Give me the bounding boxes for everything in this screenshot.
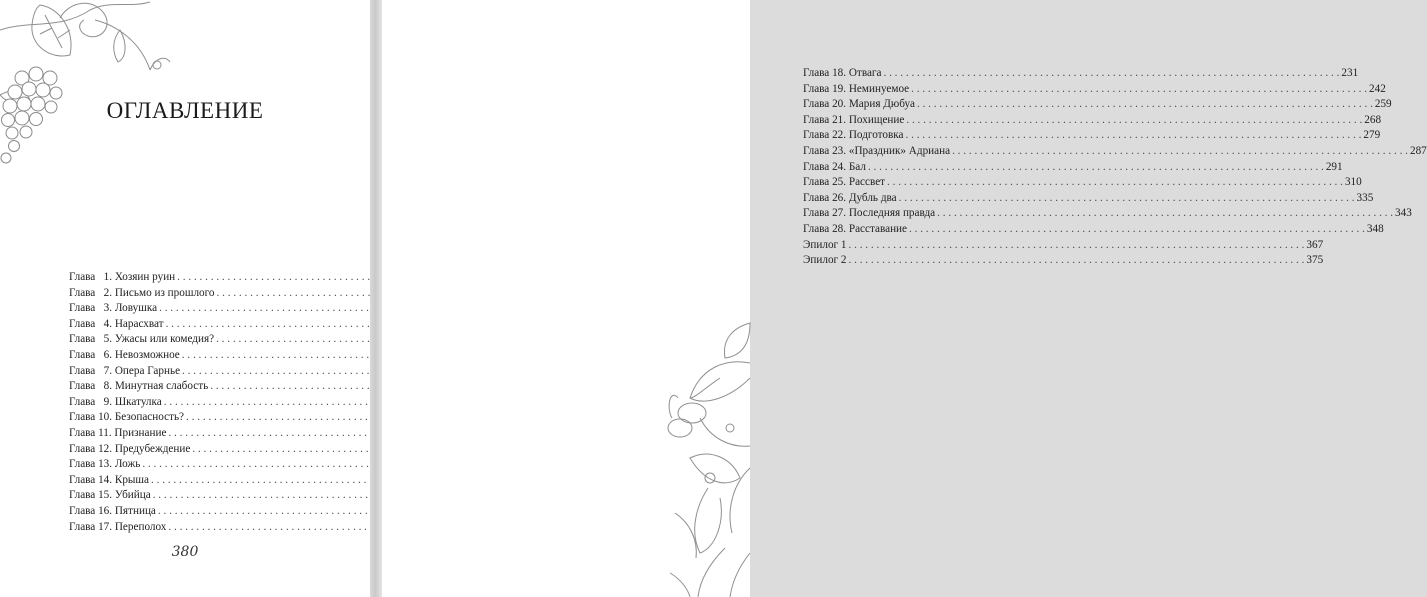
toc-entry-title: Глава 14. Крыша	[69, 473, 150, 486]
dot-leader	[849, 239, 1305, 251]
toc-entry-page: 231	[1341, 67, 1359, 79]
toc-entry-title: Глава 1. Хозяин руин	[69, 271, 176, 283]
toc-entry-title: Глава 11. Признание	[69, 426, 167, 439]
toc-entry-title: Глава 12. Предубеждение	[69, 442, 191, 455]
toc-entry	[69, 271, 328, 287]
page-number: 380	[171, 544, 199, 560]
toc-entry-title: Глава 19. Неминуемое	[803, 82, 910, 95]
toc-entry	[69, 287, 328, 303]
toc-entry	[69, 302, 328, 318]
toc-entry	[69, 333, 328, 349]
dot-leader	[883, 67, 1339, 79]
toc-entry-title: Глава 16. Пятница	[69, 504, 156, 517]
toc-entry-title: Глава 21. Похищение	[803, 113, 905, 126]
toc-entry-page: 310	[1344, 176, 1362, 189]
toc-entry-page: 335	[1356, 191, 1374, 204]
toc-entry-title: Глава 15. Убийца	[69, 489, 151, 502]
toc-entry-title: Глава 18. Отвага	[803, 67, 882, 79]
toc-entry-page: 367	[1306, 238, 1324, 251]
toc-entry	[803, 191, 1374, 208]
toc-entry-title: Глава 5. Ужасы или комедия?	[69, 333, 215, 346]
toc-entry	[803, 160, 1343, 177]
toc-entry	[69, 443, 328, 459]
dot-leader	[952, 145, 1408, 157]
toc-entry	[803, 238, 1324, 255]
grape-vine-illustration	[0, 0, 175, 175]
toc-entry	[69, 521, 328, 537]
dot-leader	[868, 161, 1324, 173]
toc-entry-page: 375	[1306, 254, 1324, 267]
toc-entry-title: Глава 9. Шкатулка	[69, 395, 162, 408]
dot-leader	[899, 192, 1355, 204]
toc-entry	[803, 113, 1382, 130]
toc-entry	[803, 254, 1324, 270]
toc-entry	[69, 427, 328, 443]
toc-entry-title: Глава 17. Переполох	[69, 520, 167, 533]
toc-entry-title: Глава 24. Бал	[803, 160, 866, 173]
toc-entry-title: Глава 10. Безопасность?	[69, 411, 185, 424]
toc-entry	[803, 222, 1384, 239]
toc-entry	[69, 458, 328, 474]
toc-entry	[69, 396, 328, 412]
toc-entry-title: Эпилог 2	[803, 254, 847, 267]
toc-entry-page: 242	[1369, 82, 1386, 95]
toc-list-right	[803, 67, 1427, 270]
toc-entry	[803, 207, 1412, 223]
toc-entry-page: 348	[1366, 222, 1384, 235]
toc-entry	[803, 176, 1362, 192]
toc-list-left	[69, 271, 328, 536]
toc-entry-title: Глава 20. Мария Дюбуа	[803, 98, 915, 111]
dot-leader	[911, 83, 1367, 95]
toc-entry	[803, 144, 1427, 161]
toc-entry-title: Глава 23. «Праздник» Адриана	[803, 144, 951, 157]
toc-entry-title: Глава 13. Ложь	[69, 458, 141, 471]
toc-heading: ОГЛАВЛЕНИЕ	[106, 98, 264, 123]
toc-entry-title: Глава 22. Подготовка	[803, 129, 904, 142]
toc-entry-title: Глава 25. Рассвет	[803, 176, 886, 189]
toc-entry	[69, 318, 328, 334]
toc-entry	[803, 82, 1386, 99]
toc-entry	[69, 489, 328, 505]
toc-entry-page: 259	[1374, 98, 1392, 111]
dot-leader	[937, 207, 1393, 219]
toc-entry-title: Глава 4. Нарасхват	[69, 317, 164, 330]
toc-entry-title: Глава 2. Письмо из прошлого	[69, 286, 215, 299]
toc-entry	[69, 349, 328, 365]
toc-entry-title: Глава 7. Опера Гарнье	[69, 364, 181, 377]
toc-entry-title: Эпилог 1	[803, 238, 847, 251]
toc-entry-title: Глава 27. Последняя правда	[803, 207, 936, 220]
toc-entry-title: Глава 26. Дубль два	[803, 191, 897, 204]
dot-leader	[887, 176, 1343, 188]
dot-leader	[849, 254, 1305, 266]
toc-entry	[69, 505, 328, 521]
dot-leader	[917, 98, 1373, 110]
toc-entry-page: 343	[1395, 207, 1412, 220]
toc-entry	[803, 67, 1359, 83]
toc-entry-page: 291	[1325, 160, 1343, 173]
toc-entry	[69, 474, 328, 490]
dot-leader	[909, 223, 1365, 235]
toc-entry	[69, 380, 328, 396]
toc-entry-page: 287	[1409, 144, 1427, 157]
left-page	[0, 0, 370, 597]
toc-entry-title: Глава 6. Невозможное	[69, 348, 180, 361]
dot-leader	[906, 129, 1362, 141]
toc-entry	[69, 365, 328, 381]
toc-entry-title: Глава 3. Ловушка	[69, 302, 158, 315]
right-page	[382, 0, 1427, 597]
floral-illustration	[670, 318, 750, 597]
dot-leader	[906, 114, 1362, 126]
toc-entry	[69, 411, 328, 427]
toc-entry-page: 268	[1364, 113, 1382, 126]
toc-entry-page: 279	[1363, 129, 1381, 142]
toc-entry-title: Глава 8. Минутная слабость	[69, 380, 209, 393]
book-spine-gutter	[370, 0, 382, 597]
toc-entry-title: Глава 28. Расставание	[803, 222, 908, 235]
toc-entry	[803, 129, 1381, 145]
toc-entry	[803, 98, 1392, 114]
